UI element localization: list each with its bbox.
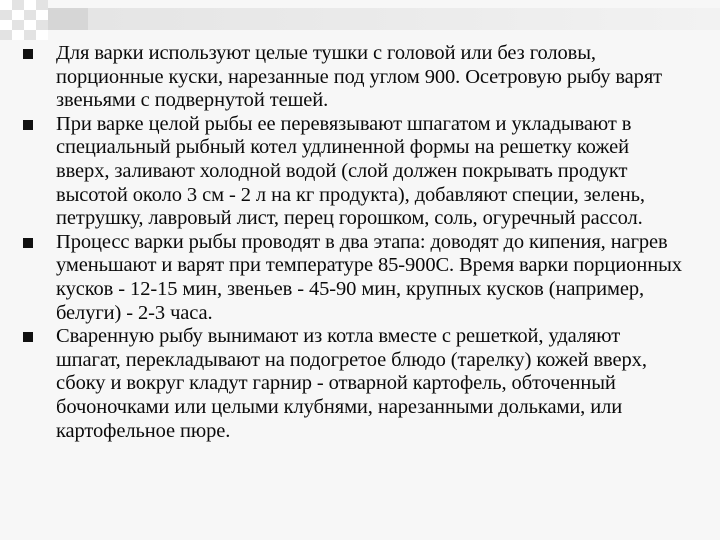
square-bullet-icon (23, 238, 33, 248)
bullet-text-4: Сваренную рыбу вынимают из котла вместе с решеткой, удаляют шпагат, перекладывают на подогретое блюдо (тарелку) кожей вверх, сбоку и вокруг кладут гарнир - отварной картофель, обточенный бочоночками или целыми клубнями, нарезанными дольками, или картофельное пюре. (56, 325, 647, 442)
bullet-text-1: Для варки используют целые тушки с головой или без головы, порционные куски, нарезанные под углом 900. Осетровую рыбу варят звеньями с подвернутой тешей. (56, 42, 663, 112)
header-band (48, 8, 720, 30)
bullet-item-3 (22, 231, 682, 325)
square-bullet-icon (23, 332, 33, 342)
checkerboard-pattern (0, 0, 48, 40)
header-decoration (0, 0, 720, 40)
bullet-text-3: Процесс варки рыбы проводят в два этапа: доводят до кипения, нагрев уменьшают и варят при температуре 85-900С. Время варки порционных кусков - 12-15 мин, звеньев - 45-90 мин, крупных кусков (например, белуги) - 2-3 часа. (56, 230, 682, 324)
bullet-item-4 (22, 325, 682, 443)
square-bullet-icon (23, 120, 33, 130)
bullet-item-1 (22, 42, 682, 113)
square-bullet-icon (23, 49, 33, 59)
header-band-shade (48, 8, 88, 30)
bullet-item-2 (22, 113, 682, 231)
bullet-text-2: При варке целой рыбы ее перевязывают шпагатом и укладывают в специальный рыбный котел удлиненной формы на решетку кожей вверх, заливают холодной водой (слой должен покрывать продукт высотой около 3 см - 2 л на кг продукта), добавляют специи, зелень, петрушку, лавровый лист, перец горошком, соль, огуречный рассол. (56, 112, 645, 230)
bullet-list (22, 42, 682, 443)
